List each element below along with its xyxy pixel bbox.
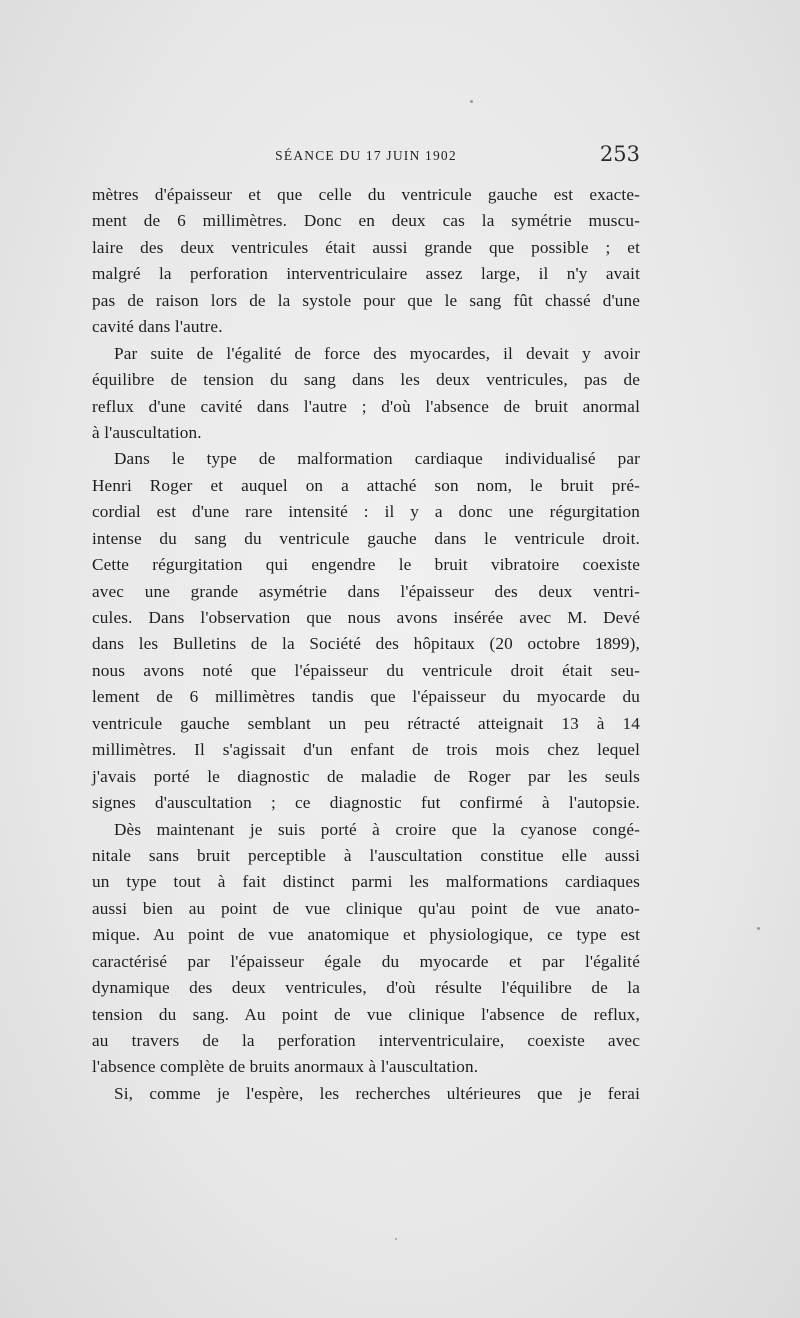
text-line: équilibre de tension du sang dans les deux ventricules, pas de [92, 370, 640, 390]
text-line: nous avons noté que l'épaisseur du ventricule droit était seu- [92, 660, 640, 680]
text-line: l'absence complète de bruits anormaux à l'auscultation. [92, 1057, 479, 1077]
page-number: 253 [599, 142, 640, 166]
text-line: mètres d'épaisseur et que celle du ventricule gauche est exacte- [92, 185, 640, 204]
text-line: Par suite de l'égalité de force des myocardes, il devait y avoir [114, 343, 640, 363]
text-line: un type tout à fait distinct parmi les malformations cardiaques [92, 872, 640, 892]
text-line: Henri Roger et auquel on a attaché son nom, le bruit pré- [92, 475, 640, 495]
text-line: au travers de la perforation interventriculaire, coexiste avec [92, 1031, 640, 1050]
text-line: cavité dans l'autre. [92, 317, 223, 337]
text-line: ment de 6 millimètres. Donc en deux cas la symétrie muscu- [92, 211, 640, 231]
paper-speck [757, 927, 760, 930]
text-line: reflux d'une cavité dans l'autre ; d'où l'absence de bruit anormal [92, 396, 640, 416]
text-line: dynamique des deux ventricules, d'où résulte l'équilibre de la [92, 978, 640, 998]
body-text [92, 182, 640, 1107]
text-line: tension du sang. Au point de vue clinique l'absence de reflux, [92, 1004, 640, 1024]
text-line: mique. Au point de vue anatomique et physiologique, ce type est [92, 925, 640, 945]
text-line: laire des deux ventricules était aussi grande que possible ; et [92, 237, 640, 257]
text-line: cules. Dans l'observation que nous avons insérée avec M. Devé [92, 608, 640, 627]
text-line: intense du sang du ventricule gauche dans le ventricule droit. [92, 528, 640, 548]
text-line: à l'auscultation. [92, 422, 202, 442]
text-line: dans les Bulletins de la Société des hôpitaux (20 octobre 1899), [92, 634, 640, 654]
text-line: caractérisé par l'épaisseur égale du myocarde et par l'égalité [92, 951, 640, 971]
text-line: pas de raison lors de la systole pour que le sang fût chassé d'une [92, 290, 640, 310]
running-title: SÉANCE DU 17 JUIN 1902 [275, 148, 457, 163]
text-line: signes d'auscultation ; ce diagnostic fut confirmé à l'autopsie. [92, 793, 640, 813]
text-line: Si, comme je l'espère, les recherches ultérieures que je ferai [114, 1083, 640, 1103]
text-line: avec une grande asymétrie dans l'épaisseur des deux ventri- [92, 581, 640, 601]
text-line: ventricule gauche semblant un peu rétracté atteignait 13 à 14 [92, 713, 640, 733]
text-line: j'avais porté le diagnostic de maladie de Roger par les seuls [92, 766, 640, 786]
text-line: cordial est d'une rare intensité : il y a donc une régurgitation [92, 502, 640, 522]
running-head [92, 142, 640, 172]
text-line: malgré la perforation interventriculaire assez large, il n'y avait [92, 264, 640, 284]
paper-speck [395, 1238, 397, 1240]
text-line: Dans le type de malformation cardiaque individualisé par [114, 449, 640, 469]
text-line: nitale sans bruit perceptible à l'auscultation constitue elle aussi [92, 845, 640, 865]
text-line: aussi bien au point de vue clinique qu'au point de vue anato- [92, 898, 640, 918]
text-line: lement de 6 millimètres tandis que l'épaisseur du myocarde du [92, 687, 640, 707]
text-line: millimètres. Il s'agissait d'un enfant de trois mois chez lequel [92, 740, 640, 760]
paper-speck [470, 100, 473, 103]
text-line: Dès maintenant je suis porté à croire que la cyanose congé- [114, 819, 640, 839]
text-line: Cette régurgitation qui engendre le bruit vibratoire coexiste [92, 555, 640, 575]
